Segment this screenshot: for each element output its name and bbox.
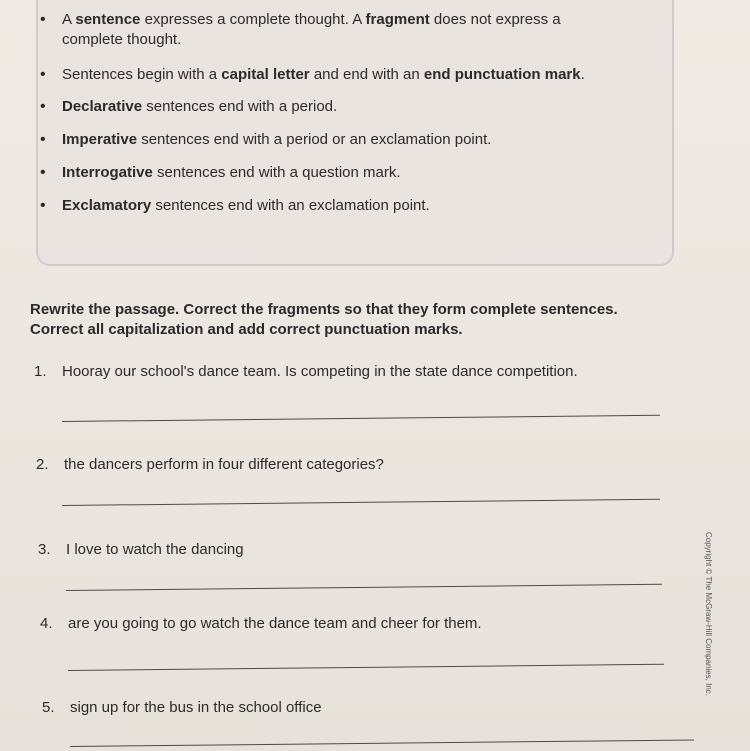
rule-item: [40, 65, 622, 85]
bullet-icon: •: [40, 98, 46, 115]
rule-text-part: expresses a complete thought. A: [140, 11, 366, 28]
rule-keyword: fragment: [365, 11, 430, 28]
exercise-4: [40, 614, 482, 634]
rule-text: [62, 164, 401, 181]
rule-text-part: and end with an: [309, 66, 424, 83]
rule-item: [40, 97, 622, 117]
bullet-icon: •: [40, 197, 46, 214]
exercise-text: Hooray our school's dance team. Is competing in the state dance competition.: [62, 363, 578, 380]
exercise-number: 5.: [42, 699, 55, 716]
exercise-text: sign up for the bus in the school office: [70, 699, 322, 716]
exercise-number: 1.: [34, 363, 47, 380]
rule-text: [62, 11, 561, 48]
rule-text-part: does not express a complete thought.: [62, 11, 561, 48]
rule-item: [40, 130, 622, 150]
bullet-icon: •: [40, 164, 46, 181]
rule-text-part: Sentences begin with a: [62, 66, 222, 83]
rule-keyword: Exclamatory: [62, 197, 152, 214]
exercise-2: [36, 455, 384, 475]
rule-keyword: Interrogative: [62, 164, 153, 181]
rule-text-part: sentences end with a question mark.: [152, 164, 401, 181]
rule-keyword: end punctuation mark: [423, 66, 581, 83]
answer-line-5[interactable]: [70, 739, 694, 747]
bullet-icon: •: [40, 66, 46, 83]
rule-keyword: Imperative: [62, 131, 138, 148]
rule-text-part: .: [580, 66, 585, 83]
answer-line-1[interactable]: [62, 415, 660, 422]
exercise-text: the dancers perform in four different categories?: [64, 456, 384, 473]
exercise-text: are you going to go watch the dance team and cheer for them.: [68, 615, 482, 632]
exercise-1: [34, 362, 578, 382]
exercise-text: I love to watch the dancing: [66, 541, 244, 558]
bullet-icon: •: [40, 131, 46, 148]
rule-item: [40, 196, 622, 216]
exercise-5: [42, 698, 322, 718]
answer-line-2[interactable]: [62, 499, 660, 506]
rule-text-part: A: [62, 11, 76, 28]
rule-text-part: sentences end with an exclamation point.: [151, 197, 430, 214]
rule-text: [62, 131, 491, 148]
rule-item: [40, 10, 622, 50]
rule-item: [40, 163, 622, 183]
exercise-3: [38, 540, 244, 560]
grammar-rules-list: [40, 10, 622, 216]
rule-keyword: capital letter: [221, 66, 310, 83]
rule-keyword: sentence: [75, 11, 141, 28]
rule-text-part: sentences end with a period.: [142, 98, 338, 115]
exercise-number: 2.: [36, 456, 49, 473]
rule-text: [62, 98, 337, 115]
exercise-number: 3.: [38, 541, 51, 558]
rule-text: [62, 197, 430, 214]
rule-keyword: Declarative: [62, 98, 143, 115]
exercise-number: 4.: [40, 615, 53, 632]
answer-line-3[interactable]: [66, 584, 662, 591]
rule-text: [62, 66, 585, 83]
bullet-icon: •: [40, 11, 46, 28]
rule-text-part: sentences end with a period or an exclamation point.: [137, 131, 492, 148]
instructions: Rewrite the passage. Correct the fragments so that they form complete sentences. Correct all capitalization and add correct punctuation marks.: [30, 301, 618, 338]
answer-line-4[interactable]: [68, 664, 664, 671]
copyright-notice: Copyright © The McGraw-Hill Companies, Inc.: [704, 532, 713, 697]
